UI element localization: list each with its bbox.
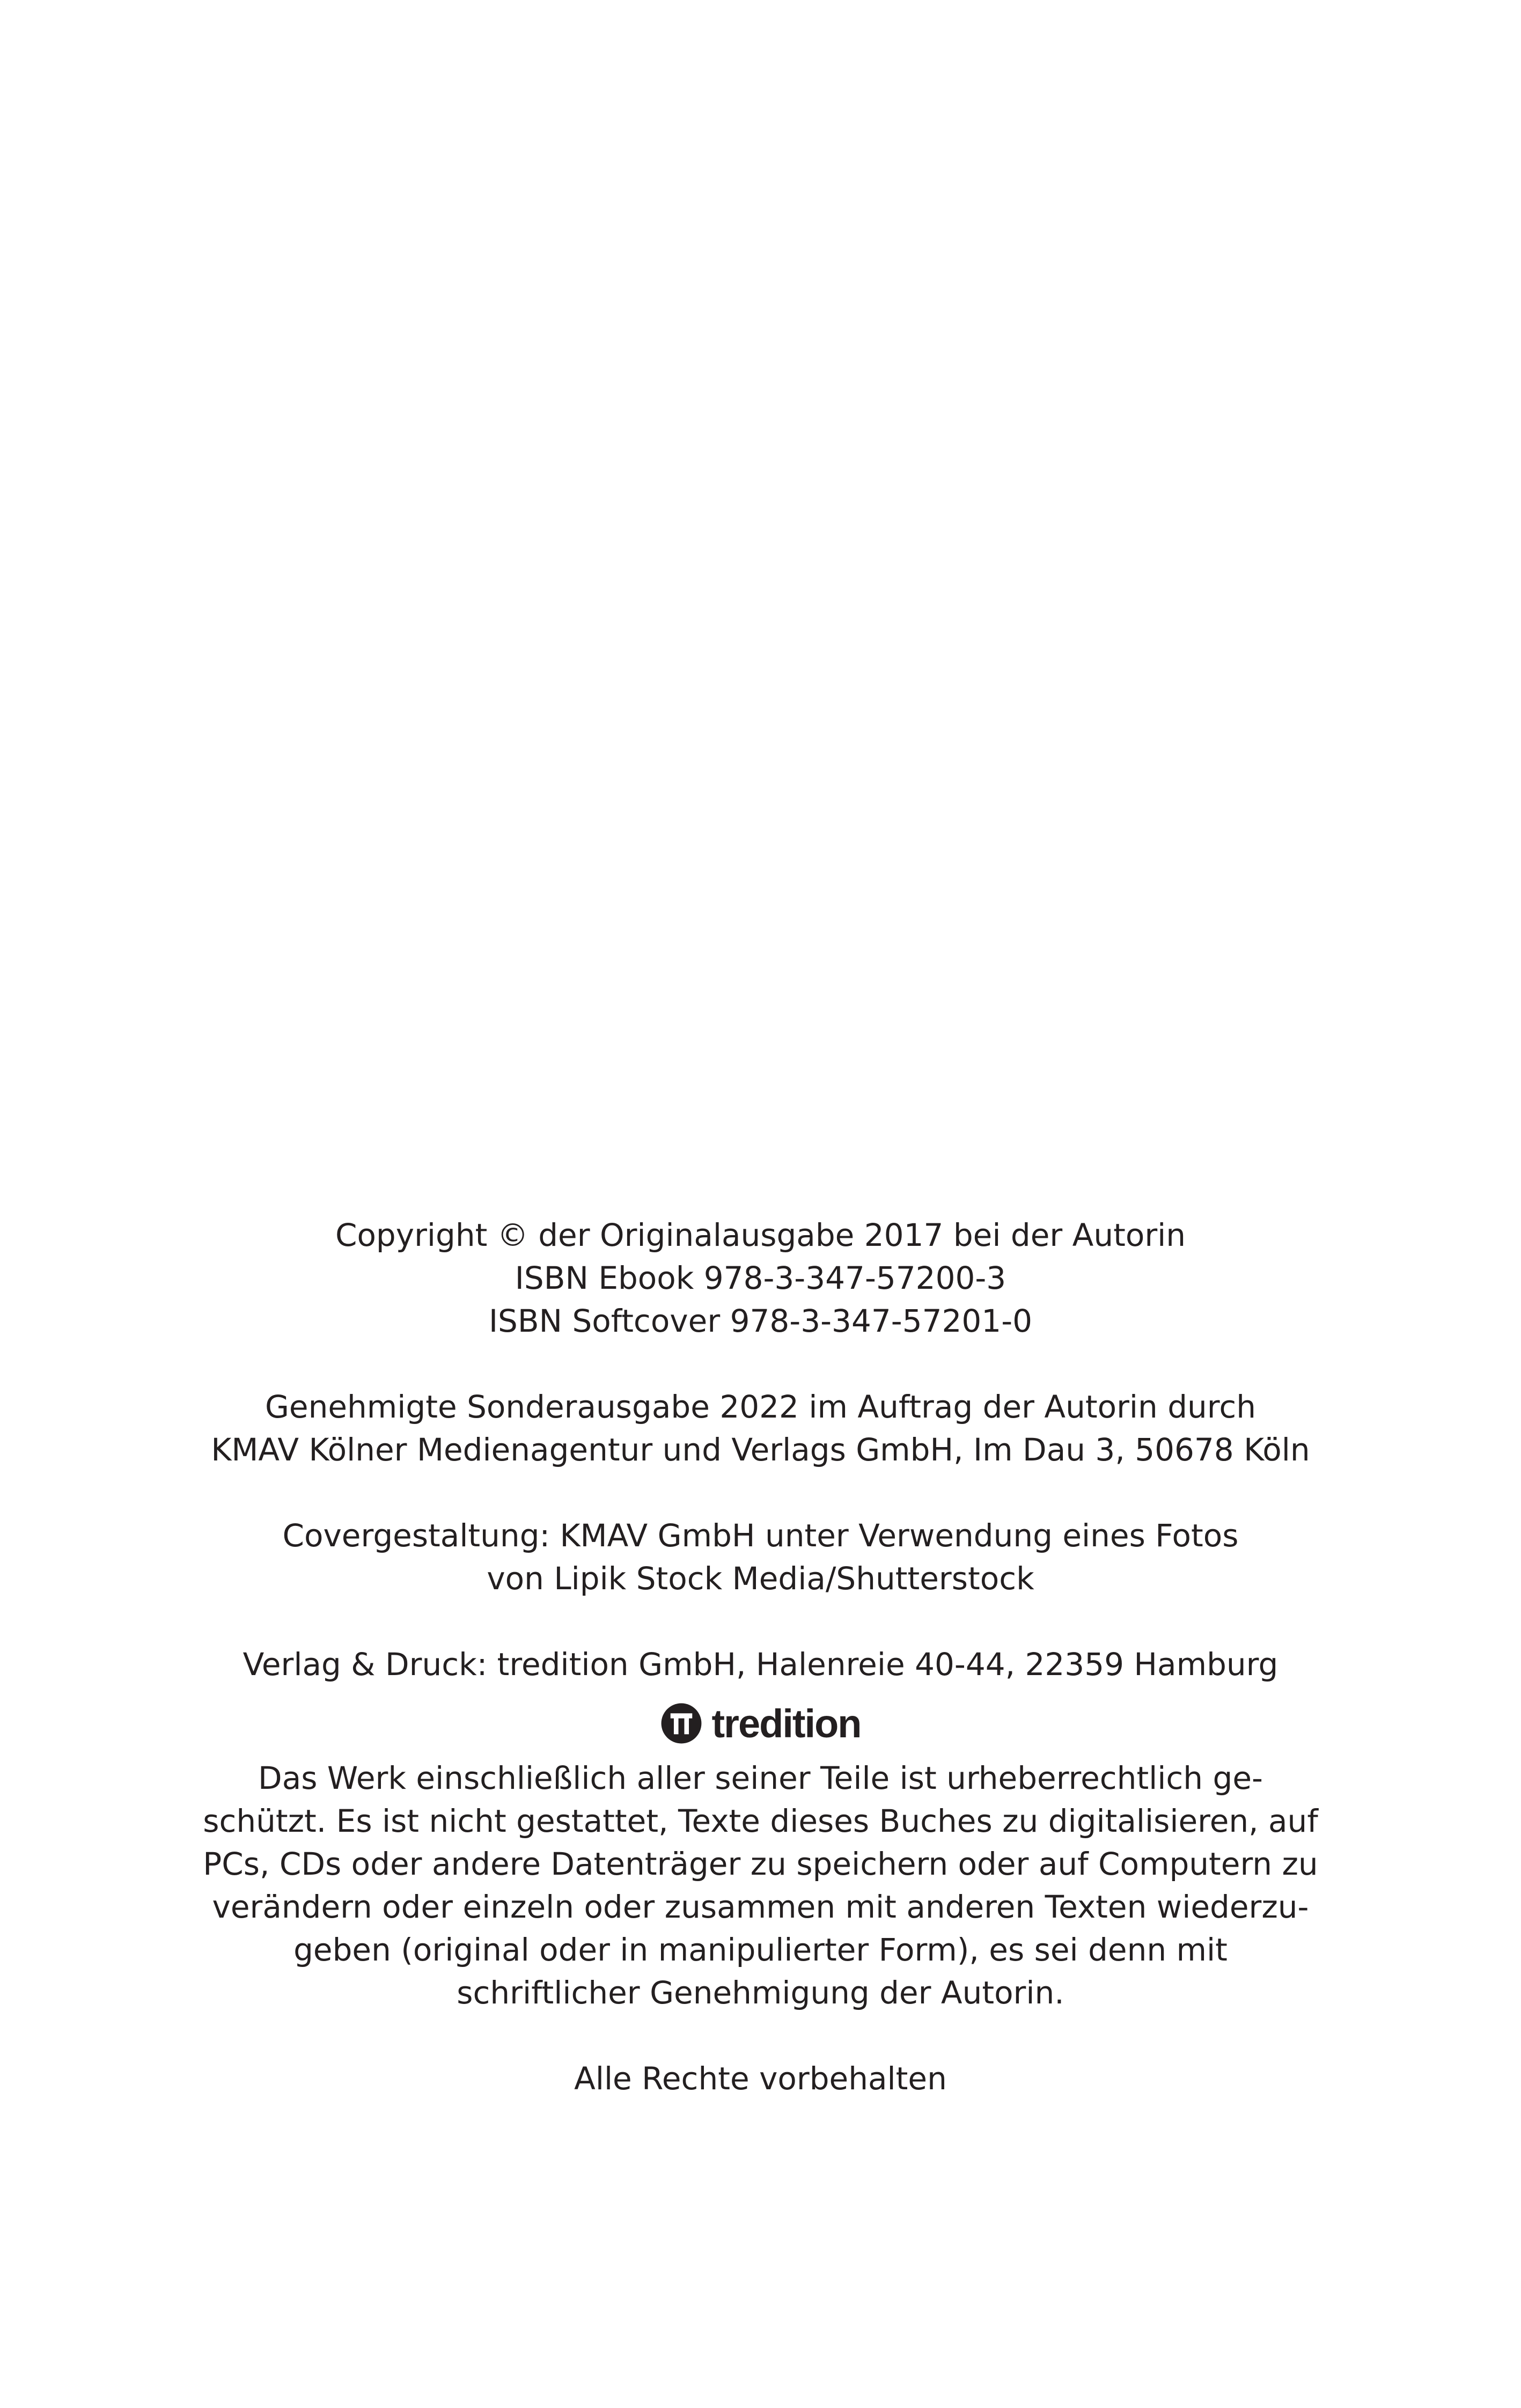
edition-line-2: KMAV Kölner Medienagentur und Verlags GmbH, Im Dau 3, 50678 Köln: [211, 1431, 1310, 1468]
imprint-block: [0, 1214, 1521, 2100]
cover-credit-line-2: von Lipik Stock Media/Shutterstock: [487, 1560, 1034, 1597]
legal-line: schützt. Es ist nicht gestattet, Texte dieses Buches zu digitalisieren, auf: [203, 1803, 1318, 1839]
isbn-ebook: ISBN Ebook 978-3-347-57200-3: [515, 1260, 1006, 1296]
copyright-section: [0, 1214, 1521, 1342]
tredition-logo-icon: [660, 1702, 702, 1744]
cover-credit-section: [0, 1514, 1521, 1600]
cover-credit-line-1: Covergestaltung: KMAV GmbH unter Verwendung eines Fotos: [282, 1517, 1239, 1554]
tredition-logo-text: tredition: [711, 1701, 861, 1746]
legal-line: geben (original oder in manipulierter Form), es sei denn mit: [293, 1932, 1228, 1968]
publisher-section: [0, 1643, 1521, 1750]
isbn-softcover: ISBN Softcover 978-3-347-57201-0: [488, 1303, 1033, 1339]
legal-line: Das Werk einschließlich aller seiner Teile ist urheberrechtlich ge-: [258, 1760, 1263, 1796]
rights-section: [0, 2057, 1521, 2100]
rights-reserved: Alle Rechte vorbehalten: [574, 2060, 947, 2097]
edition-line-1: Genehmigte Sonderausgabe 2022 im Auftrag der Autorin durch: [264, 1389, 1257, 1425]
publisher-line: Verlag & Druck: tredition GmbH, Halenreie 40-44, 22359 Hamburg: [243, 1646, 1278, 1683]
edition-section: [0, 1385, 1521, 1471]
legal-line: PCs, CDs oder andere Datenträger zu speichern oder auf Computern zu: [203, 1846, 1318, 1882]
legal-line: schriftlicher Genehmigung der Autorin.: [457, 1974, 1064, 2011]
tredition-logo: [0, 1697, 1521, 1750]
legal-notice: [0, 1757, 1521, 2014]
copyright-line: Copyright © der Originalausgabe 2017 bei der Autorin: [335, 1217, 1186, 1253]
legal-line: verändern oder einzeln oder zusammen mit anderen Texten wiederzu-: [212, 1889, 1309, 1925]
